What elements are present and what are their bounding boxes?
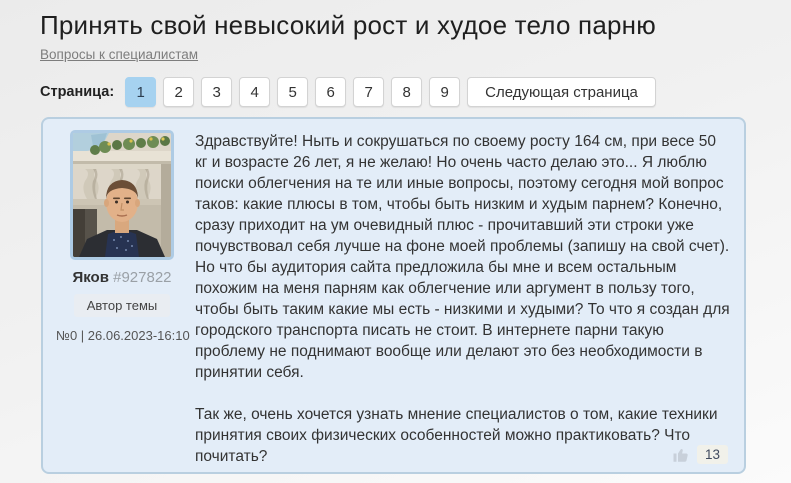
page-button-1[interactable]: 1	[125, 77, 156, 107]
author-name-row	[56, 269, 188, 286]
post-author-column	[56, 130, 188, 461]
page-button-3[interactable]: 3	[201, 77, 232, 107]
page-button-2[interactable]: 2	[163, 77, 194, 107]
like-area	[672, 445, 728, 464]
author-name: Яков	[72, 269, 109, 286]
post-card	[41, 117, 746, 474]
breadcrumb-link[interactable]: Вопросы к специалистам	[40, 47, 199, 62]
post-body	[188, 130, 731, 465]
avatar-photo	[73, 133, 171, 257]
page-button-4[interactable]: 4	[239, 77, 270, 107]
page-button-9[interactable]: 9	[429, 77, 460, 107]
pagination-label: Страница:	[40, 84, 115, 100]
author-role-badge: Автор темы	[74, 294, 171, 317]
page-button-5[interactable]: 5	[277, 77, 308, 107]
page-button-8[interactable]: 8	[391, 77, 422, 107]
pagination	[40, 77, 656, 107]
page-button-7[interactable]: 7	[353, 77, 384, 107]
post-paragraph: Здравствуйте! Ныть и сокрушаться по своему росту 164 см, при весе 50 кг и возрасте 26 лет, я не желаю! Но очень часто делаю это... Я люблю поиски облегчения на те или иные вопросы, поэтому сегодня мой вопрос таков: какие плюсы в том, чтобы быть низким и худым парнем? Конечно, сразу приходит на ум очевидный плюс - прочитавший эти строки уже почувствовал себя лучше на фоне моей проблемы (запишу на свой счет). Но что бы аудитория сайта предложила бы мне и всем остальным похожим на меня парням как облегчение или аргумент в пользу того, чтобы быть таким какие мы есть - низкими и худыми? То что я создан для городского транспорта писать не стоит. В интернете парни такую проблему не поднимают вообще или делают это без необходимости в принятии себя.	[195, 133, 730, 381]
page-title: Принять свой невысокий рост и худое тело парню	[40, 10, 656, 40]
post-paragraph: Так же, очень хочется узнать мнение специалистов о том, какие техники принятия своих физических особенностей можно практиковать? Что почитать?	[195, 406, 718, 465]
thumbs-up-icon[interactable]	[672, 446, 690, 464]
page-button-6[interactable]: 6	[315, 77, 346, 107]
like-count-badge: 13	[697, 445, 728, 464]
post-number-and-date: №0 | 26.06.2023-16:10	[56, 328, 190, 343]
avatar[interactable]	[70, 130, 174, 260]
author-id: #927822	[113, 269, 172, 286]
next-page-button[interactable]: Следующая страница	[467, 77, 656, 107]
